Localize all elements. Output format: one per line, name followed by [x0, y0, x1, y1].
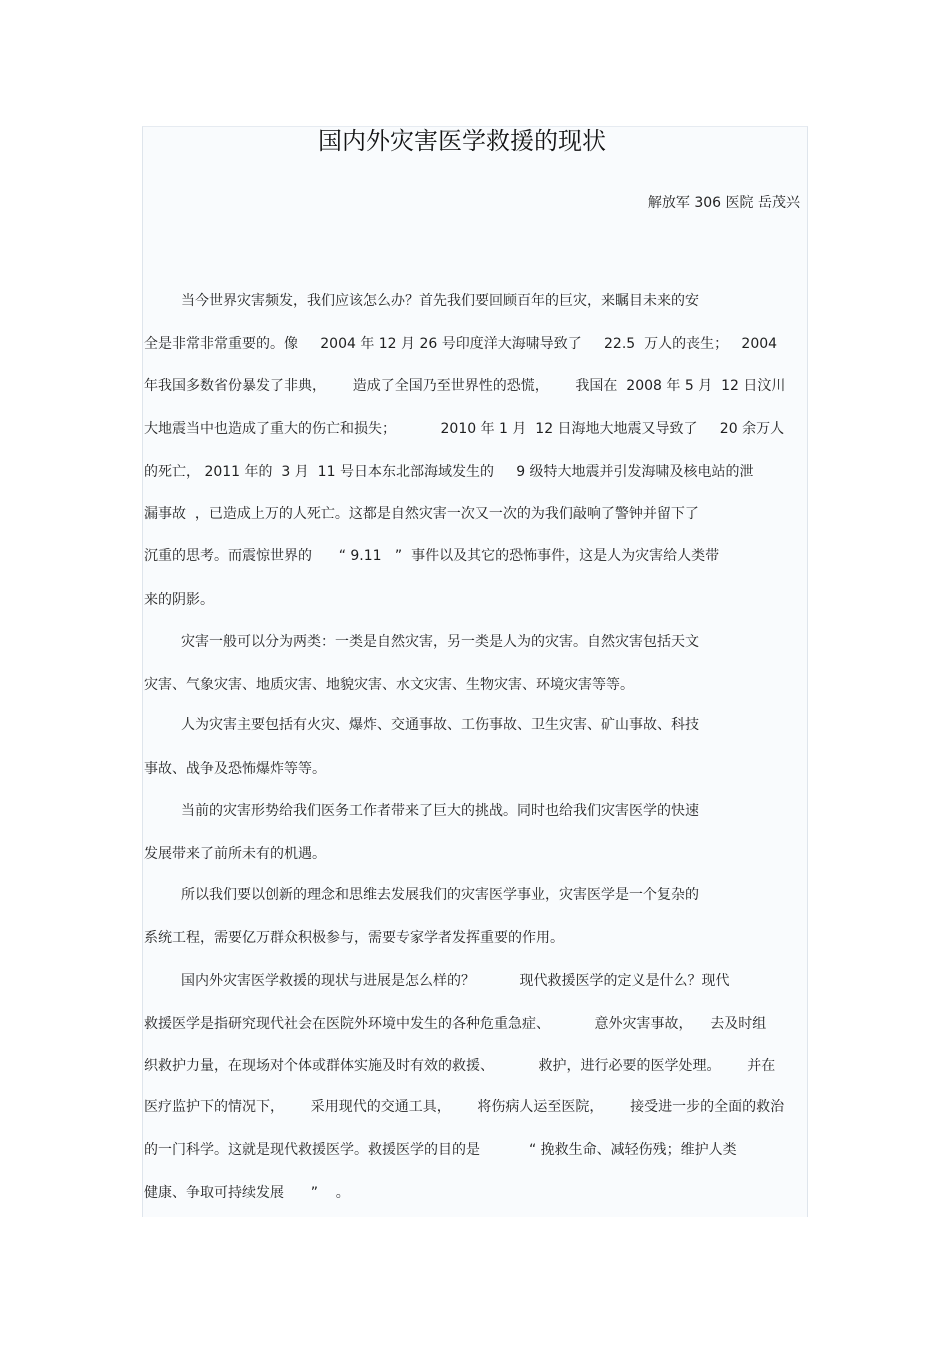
text-line-21: 的一门科学。这就是现代救援医学。救援医学的目的是 “ 挽救生命、减轻伤残；维护人类	[144, 1142, 737, 1158]
author-line: 解放军 306 医院 岳茂兴	[647, 195, 800, 211]
text-line-12: 事故、战争及恐怖爆炸等等。	[144, 761, 326, 777]
text-line-10: 灾害、气象灾害、地质灾害、地貌灾害、水文灾害、生物灾害、环境灾害等等。	[144, 677, 634, 693]
text-line-8: 来的阴影。	[144, 592, 214, 608]
text-line-5: 的死亡， 2011 年的 3 月 11 号日本东北部海域发生的 9 级特大地震并引发海啸及核电站的泄	[144, 464, 754, 480]
text-line-9: 灾害一般可以分为两类：一类是自然灾害，另一类是人为的灾害。自然灾害包括天文	[181, 634, 699, 650]
text-line-16: 系统工程，需要亿万群众积极参与，需要专家学者发挥重要的作用。	[144, 930, 564, 946]
text-line-22: 健康、争取可持续发展 ” 。	[144, 1185, 350, 1201]
text-line-6: 漏事故 ，已造成上万的人死亡。这都是自然灾害一次又一次的为我们敲响了警钟并留下了	[144, 506, 699, 522]
text-line-18: 救援医学是指研究现代社会在医院外环境中发生的各种危重急症、 意外灾害事故， 去及时组	[144, 1016, 767, 1032]
text-line-15: 所以我们要以创新的理念和思维去发展我们的灾害医学事业，灾害医学是一个复杂的	[181, 887, 699, 903]
text-line-13: 当前的灾害形势给我们医务工作者带来了巨大的挑战。同时也给我们灾害医学的快速	[181, 803, 699, 819]
text-line-19: 织救护力量，在现场对个体或群体实施及时有效的救援、 救护，进行必要的医学处理。 并在	[144, 1058, 776, 1074]
text-line-2: 全是非常非常重要的。像 2004 年 12 月 26 号印度洋大海啸导致了 22.5 万人的丧生； 2004	[144, 336, 778, 352]
text-line-1: 当今世界灾害频发，我们应该怎么办？首先我们要回顾百年的巨灾，来瞩目未来的安	[181, 293, 699, 309]
text-line-7: 沉重的思考。而震惊世界的 “ 9.11 ” 事件以及其它的恐怖事件，这是人为灾害给人类带	[144, 548, 720, 564]
text-line-20: 医疗监护下的情况下， 采用现代的交通工具， 将伤病人运至医院， 接受进一步的全面的救治	[144, 1099, 785, 1115]
text-line-14: 发展带来了前所未有的机遇。	[144, 846, 326, 862]
text-line-3: 年我国多数省份暴发了非典， 造成了全国乃至世界性的恐慌， 我国在 2008 年 5 月 12 日汶川	[144, 378, 786, 394]
document-title: 国内外灾害医学救援的现状	[318, 127, 606, 155]
text-line-17: 国内外灾害医学救援的现状与进展是怎么样的？ 现代救援医学的定义是什么？现代	[181, 973, 730, 989]
text-line-11: 人为灾害主要包括有火灾、爆炸、交通事故、工伤事故、卫生灾害、矿山事故、科技	[181, 717, 699, 733]
text-line-4: 大地震当中也造成了重大的伤亡和损失； 2010 年 1 月 12 日海地大地震又导致了 20 余万人	[144, 421, 785, 437]
